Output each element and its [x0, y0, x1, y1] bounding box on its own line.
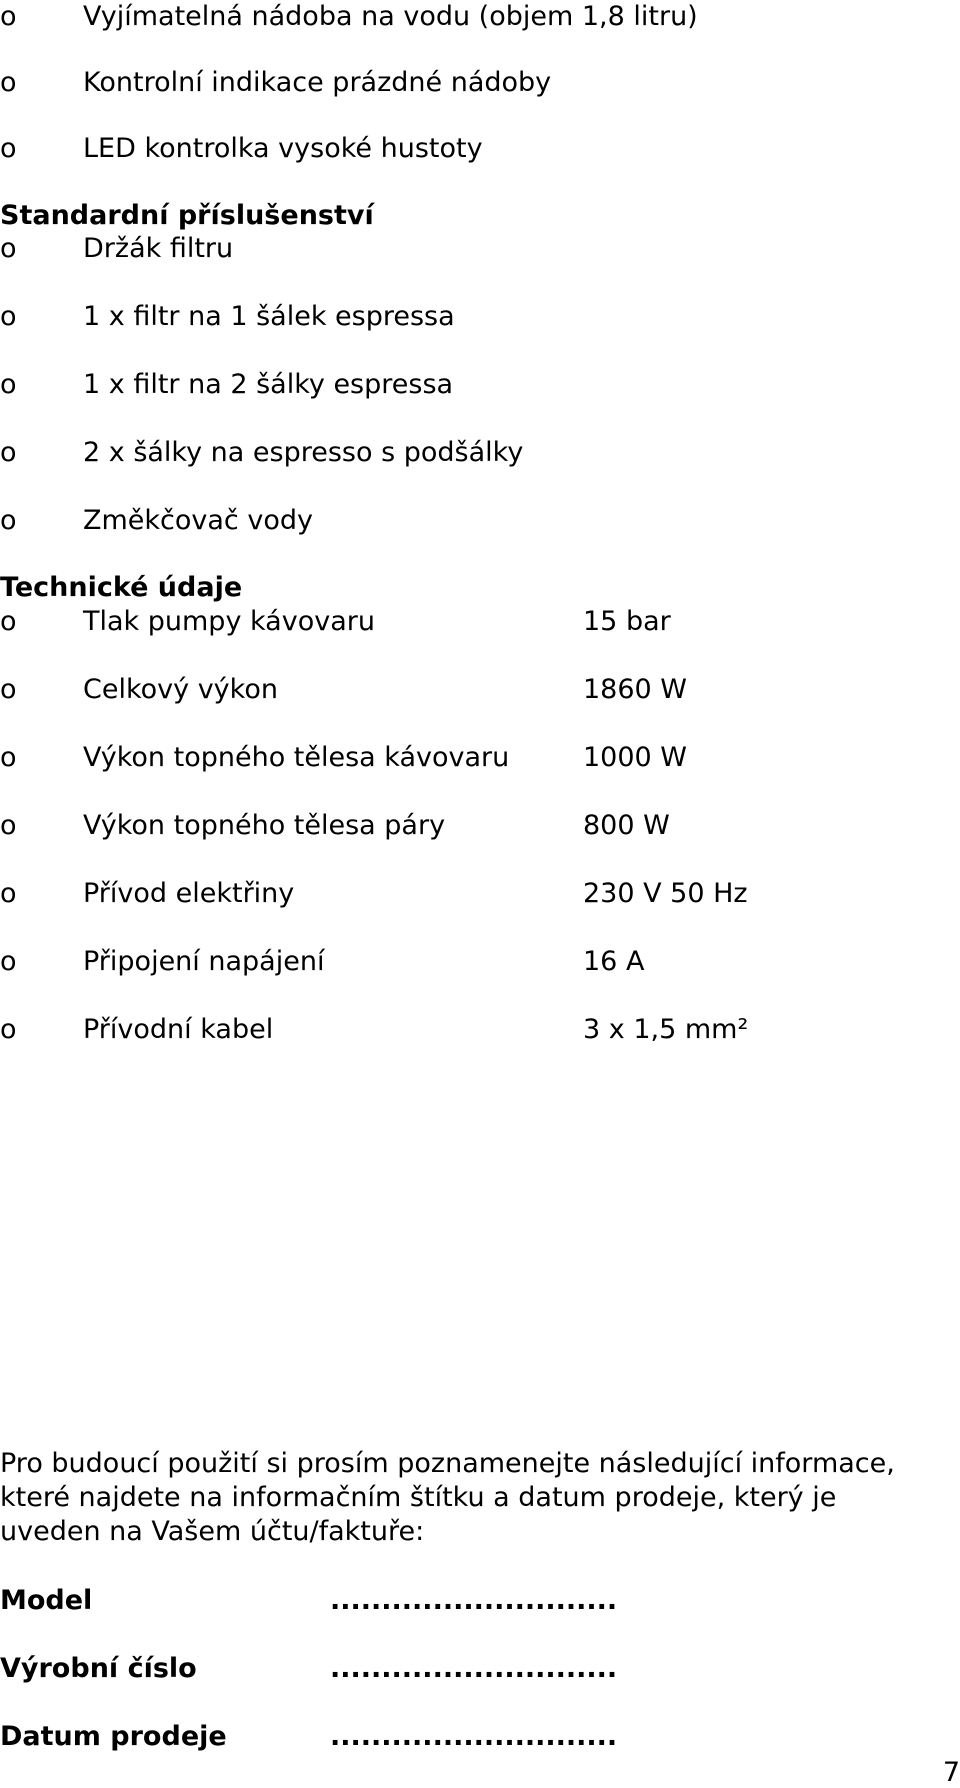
note-line: které najdete na informačním štítku a datum prodeje, který je	[0, 1482, 837, 1513]
purchase-date-label: Datum prodeje	[0, 1721, 227, 1752]
model-field[interactable]: ............................	[330, 1585, 618, 1616]
bullet-icon: o	[0, 606, 17, 637]
bullet-icon: o	[0, 810, 17, 841]
note-line: Pro budoucí použití si prosím poznamenejte následující informace,	[0, 1448, 895, 1479]
note-line: uveden na Vašem účtu/faktuře:	[0, 1516, 425, 1547]
bullet-icon: o	[0, 67, 17, 98]
bullet-icon: o	[0, 1014, 17, 1045]
bullet-icon: o	[0, 674, 17, 705]
spec-value: 1860 W	[583, 674, 687, 705]
spec-value: 230 V 50 Hz	[583, 878, 748, 909]
bullet-icon: o	[0, 301, 17, 332]
bullet-icon: o	[0, 1, 17, 32]
spec-value: 1000 W	[583, 742, 687, 773]
accessory-text: 1 x filtr na 2 šálky espressa	[83, 369, 454, 400]
spec-label: Celkový výkon	[83, 674, 278, 705]
registration-note	[0, 1447, 950, 1549]
accessory-text: Držák filtru	[83, 233, 234, 264]
accessory-text: 1 x filtr na 1 šálek espressa	[83, 301, 455, 332]
bullet-icon: o	[0, 133, 17, 164]
spec-value: 800 W	[583, 810, 670, 841]
accessories-heading: Standardní příslušenství	[0, 200, 374, 231]
accessory-text: 2 x šálky na espresso s podšálky	[83, 437, 524, 468]
bullet-icon: o	[0, 742, 17, 773]
bullet-icon: o	[0, 878, 17, 909]
spec-value: 3 x 1,5 mm²	[583, 1014, 749, 1045]
bullet-icon: o	[0, 437, 17, 468]
spec-value: 15 bar	[583, 606, 671, 637]
spec-value: 16 A	[583, 946, 645, 977]
serial-number-label: Výrobní číslo	[0, 1653, 197, 1684]
spec-label: Výkon topného tělesa kávovaru	[83, 742, 510, 773]
purchase-date-field[interactable]: ............................	[330, 1721, 618, 1752]
bullet-icon: o	[0, 233, 17, 264]
spec-label: Výkon topného tělesa páry	[83, 810, 446, 841]
accessory-text: Změkčovač vody	[83, 505, 313, 536]
feature-text: Kontrolní indikace prázdné nádoby	[83, 67, 552, 98]
bullet-icon: o	[0, 369, 17, 400]
spec-label: Přívodní kabel	[83, 1014, 274, 1045]
serial-number-field[interactable]: ............................	[330, 1653, 618, 1684]
bullet-icon: o	[0, 505, 17, 536]
spec-label: Tlak pumpy kávovaru	[83, 606, 375, 637]
feature-text: LED kontrolka vysoké hustoty	[83, 133, 483, 164]
bullet-icon: o	[0, 946, 17, 977]
spec-label: Přívod elektřiny	[83, 878, 295, 909]
technical-heading: Technické údaje	[0, 572, 243, 603]
feature-text: Vyjímatelná nádoba na vodu (objem 1,8 litru)	[83, 1, 698, 32]
model-label: Model	[0, 1585, 93, 1616]
page-number: 7	[942, 1757, 960, 1788]
spec-label: Připojení napájení	[83, 946, 325, 977]
